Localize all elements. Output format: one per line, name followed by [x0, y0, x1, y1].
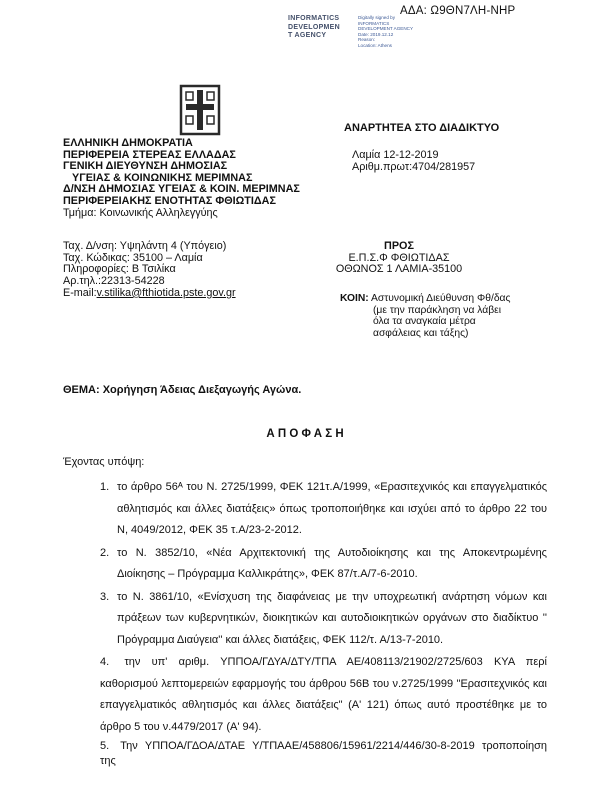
- signature-detail-line: Location: Athens: [358, 42, 392, 48]
- cc-recipient: Αστυνομική Διεύθυνση Φθ/δας: [371, 293, 511, 304]
- reference-number: 3.: [100, 590, 110, 603]
- contact-address: Ταχ. Δ/νση: Υψηλάντη 4 (Υπόγειο): [63, 240, 227, 252]
- date-protocol-block: [352, 150, 475, 173]
- org-line-region: ΠΕΡΙΦΕΡΕΙΑ ΣΤΕΡΕΑΣ ΕΛΛΑΔΑΣ: [63, 148, 236, 161]
- cc-line-2: (με την παράκληση να λάβει: [373, 304, 502, 316]
- reference-item: [100, 587, 547, 652]
- cc-line-4: ασφάλειας και τάξης): [373, 327, 469, 339]
- coat-of-arms-logo: [178, 84, 222, 141]
- recipient-label: ΠΡΟΣ: [384, 240, 414, 252]
- reference-number: 2.: [100, 546, 110, 559]
- reference-number: 4.: [100, 656, 110, 668]
- recipient-block: [330, 241, 468, 276]
- digital-signature-stamp: [288, 15, 430, 49]
- reference-text: Την ΥΠΠΟΑ/ΓΔΟΑ/ΔΤΑΕ Υ/ΤΠΑΑΕ/458806/15961/2214/446/30-8-2019 τροποποίηση της: [100, 740, 547, 767]
- org-line-department: Τμήμα: Κοινωνικής Αλληλεγγύης: [63, 206, 218, 219]
- reference-text: το άρθρο 56ᴬ του Ν. 2725/1999, ΦΕΚ 121τ.Α/1999, «Ερασιτεχνικός και επαγγελματικός αθλητισμός και άλλες διατάξεις» όπως τροποποιήθηκε και ισχύει από το άρθρο 22 του Ν, 4049/2012, ΦΕΚ 35 τ.Α/23-2-2012.: [117, 481, 547, 536]
- reference-item: [100, 652, 547, 738]
- organization-header: [63, 138, 300, 219]
- recipient-address: ΟΘΩΝΟΣ 1 ΛΑΜΙΑ-35100: [335, 263, 463, 276]
- cc-line-3: όλα τα αναγκαία μέτρα: [373, 316, 476, 327]
- org-line-directorate-2: ΥΓΕΙΑΣ & ΚΟΙΝΩΝΙΚΗΣ ΜΕΡΙΜΝΑΣ: [72, 171, 253, 184]
- signature-details: [358, 15, 430, 49]
- contact-phone: Αρ.τηλ.:22313-54228: [63, 275, 165, 288]
- recipient-name: Ε.Π.Σ.Φ ΦΘΙΩΤΙΔΑΣ: [348, 251, 450, 264]
- reference-number: 5.: [100, 740, 110, 752]
- email-label: E-mail:: [63, 286, 97, 299]
- org-line-division: Δ/ΝΣΗ ΔΗΜΟΣΙΑΣ ΥΓΕΙΑΣ & ΚΟΙΝ. ΜΕΡΙΜΝΑΣ: [63, 183, 300, 196]
- email-link[interactable]: v.stilika@fthiotida.pste.gov.gr: [96, 286, 236, 299]
- decision-title: Α Π Ο Φ Α Σ Η: [266, 428, 344, 440]
- contact-block: [63, 241, 236, 300]
- reference-item: [100, 739, 547, 769]
- contact-email-line: [63, 288, 236, 300]
- contact-person: Πληροφορίες: Β Τσιλίκα: [63, 263, 176, 276]
- signature-agency-line: DEVELOPMEN: [288, 23, 341, 31]
- contact-postal-code: Ταχ. Κώδικας: 35100 – Λαμία: [63, 251, 203, 264]
- cc-line-1: [340, 293, 510, 305]
- reference-number: 1.: [100, 481, 110, 493]
- ada-code: ΑΔΑ: Ω9ΘΝ7ΛΗ-ΝΗΡ: [400, 5, 516, 17]
- references-list: [100, 477, 547, 770]
- city-date: Λαμία 12-12-2019: [352, 149, 439, 161]
- reference-text: το Ν. 3852/10, «Νέα Αρχιτεκτονική της Αυτοδιοίκησης και της Αποκεντρωμένης Διοίκησης – Πρόγραμμα Καλλικράτης», ΦΕΚ 87/τ.Α/7-6-2010.: [117, 546, 547, 580]
- signature-detail-line: Digitally signed by: [358, 15, 396, 20]
- reference-item: [100, 543, 547, 586]
- signature-agency-line: INFORMATICS: [288, 15, 340, 22]
- signature-agency-line: T AGENCY: [288, 32, 327, 39]
- signature-detail-line: Date: 2019.12.12: [358, 31, 394, 37]
- cc-label: ΚΟΙΝ:: [340, 293, 369, 304]
- org-line-republic: ΕΛΛΗΝΙΚΗ ΔΗΜΟΚΡΑΤΙΑ: [63, 137, 193, 149]
- reference-text: το Ν. 3861/10, «Ενίσχυση της διαφάνειας με την υποχρεωτική ανάρτηση νόμων και πράξεων των κυβερνητικών, διοικητικών και αυτοδιοικητικών οργάνων στο διαδίκτυο '' Πρόγραμμα Διαύγεια'' και άλλες διατάξεις, ΦΕΚ 112/τ. Α/13-7-2010.: [117, 590, 547, 646]
- signature-detail-line: INFORMATICS: [358, 20, 390, 26]
- reference-item: [100, 477, 547, 542]
- cc-block: [340, 293, 510, 339]
- org-line-unit: ΠΕΡΙΦΕΡΕΙΑΚΗΣ ΕΝΟΤΗΤΑΣ ΦΘΙΩΤΙΔΑΣ: [63, 194, 276, 207]
- signature-agency-name: [288, 15, 352, 49]
- reference-text: την υπ' αριθμ. ΥΠΠΟΑ/ΓΔΥΑ/ΔΤΥ/ΤΠΑ ΑΕ/408113/21902/2725/603 ΚΥΑ περί καθορισμού λεπτομερειών εφαρμογής του άρθρου 56Β του ν.2725/1999 "Ερασιτεχνικός και επαγγελματικός αθλητισμός και άλλες διατάξεις" (Α' 121) όπως αυτό προστέθηκε με το άρθρο 5 του ν.4479/2017 (Α' 94).: [100, 656, 547, 733]
- protocol-number: Αριθμ.πρωτ:4704/281957: [352, 160, 476, 173]
- signature-detail-line: Reason:: [358, 37, 376, 43]
- decision-intro: Έχοντας υπόψη:: [63, 456, 145, 468]
- posted-online-label: ΑΝΑΡΤΗΤΕΑ ΣΤΟ ΔΙΑΔΙΚΤΥΟ: [344, 122, 500, 134]
- subject-line: ΘΕΜΑ: Χορήγηση Άδειας Διεξαγωγής Αγώνα.: [63, 384, 302, 396]
- org-line-directorate: ΓΕΝΙΚΗ ΔΙΕΥΘΥΝΣΗ ΔΗΜΟΣΙΑΣ: [63, 160, 228, 173]
- signature-detail-line: DEVELOPMENT AGENCY: [358, 26, 414, 32]
